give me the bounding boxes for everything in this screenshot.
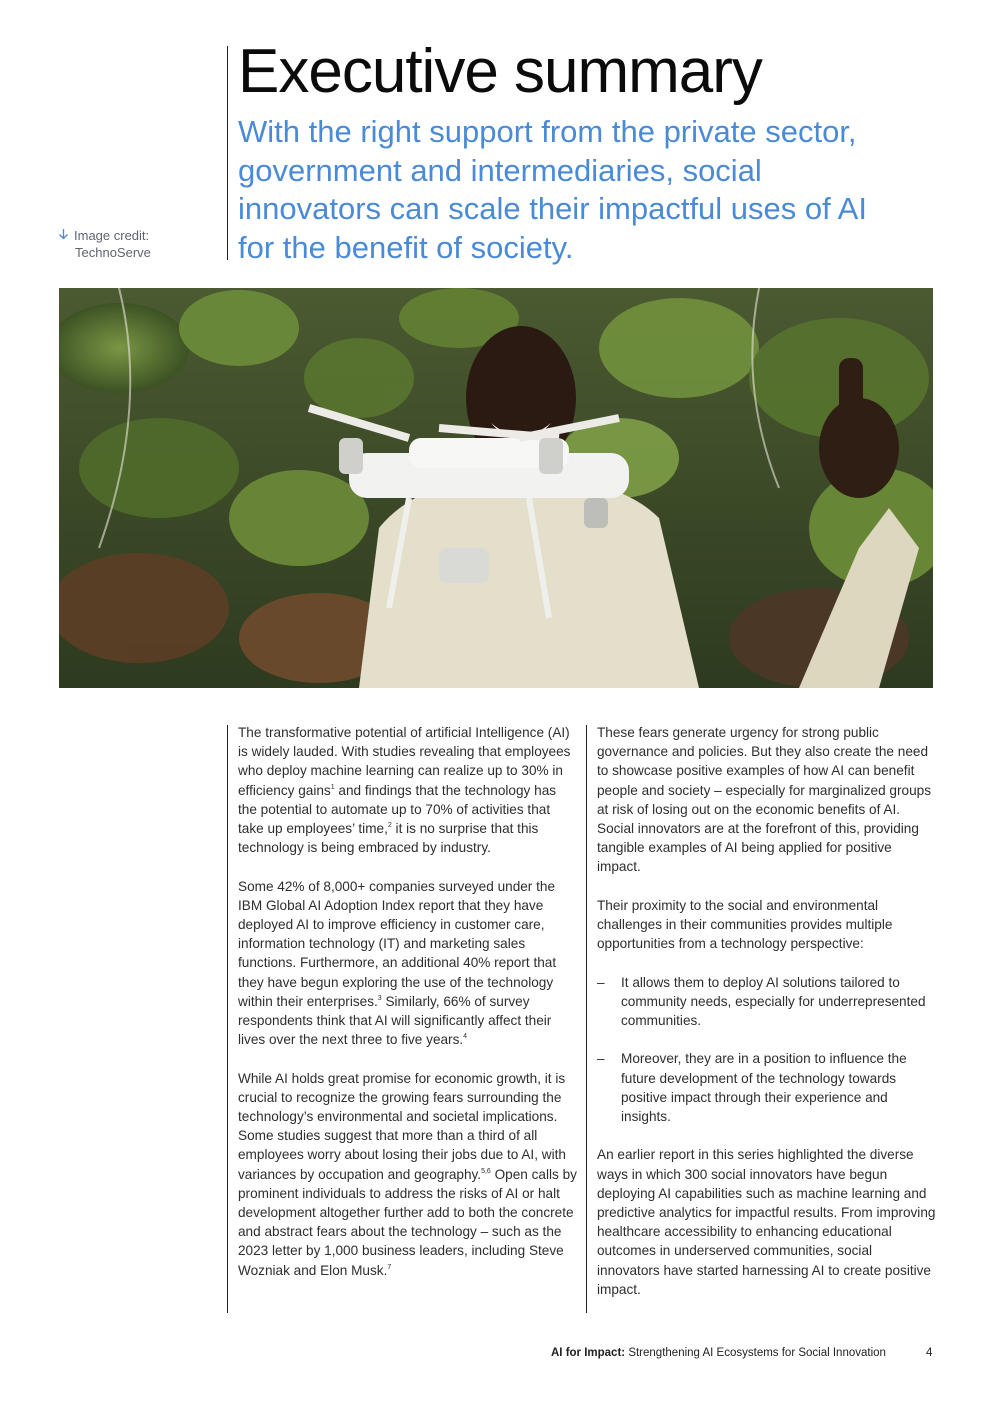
footer-report-title [551,1347,886,1359]
paragraph-text: Open calls by prominent individuals to address the risks of AI or halt development altogether further add to both the concrete and abstract fears about the technology – such as the 2023 letter by 1,000 business leaders, including Steve Wozniak and Elon Musk. [238,1166,577,1278]
page-subtitle: With the right support from the private sector, government and intermediaries, social innovators can scale their impactful uses of AI for the benefit of society. [238,114,867,265]
paragraph: Their proximity to the social and environmental challenges in their communities provides multiple opportunities from a technology perspective: [597,897,893,952]
image-credit [58,227,151,261]
footnote-ref: 2 [387,822,392,830]
paragraph: An earlier report in this series highlighted the diverse ways in which 300 social innovators have begun deploying AI capabilities such as machine learning and predictive analytics for impactful results. From improving healthcare accessibility to enhancing educational outcomes in underserved communities, social innovators have started harnessing AI to create positive impact. [597,1147,936,1297]
body-column-1 [238,723,578,1299]
paragraph [238,1069,578,1280]
list-item-text: It allows them to deploy AI solutions tailored to community needs, especially for underrepresented communities. [621,974,926,1029]
footnote-ref: 4 [463,1033,468,1041]
footnote-ref: 5,6 [481,1167,491,1175]
paragraph-text: Similarly, 66% of survey respondents think that AI will significantly affect their lives over the next three to five years. [238,993,552,1048]
bullet-list [597,973,937,1127]
paragraph [238,723,578,857]
paragraph-text: it is no surprise that this technology is being embraced by industry. [238,821,539,856]
paragraph: These fears generate urgency for strong public governance and policies. But they also create the need to showcase positive examples of how AI can benefit people and society – especially for marginalized groups at risk of losing out on the economic benefits of AI. Social innovators are at the forefront of this, providing tangible examples of AI being applied for positive impact. [597,725,931,875]
list-item-text: Moreover, they are in a position to influence the future development of the technology towards positive impact through their experience and insights. [621,1051,907,1125]
paragraph-text: and findings that the technology has the potential to automate up to 70% of activities that take up employees’ time, [238,782,557,837]
image-credit-source: TechnoServe [75,245,151,260]
image-credit-label: Image credit: [74,228,150,243]
footnote-ref: 3 [377,994,382,1002]
paragraph-text: The transformative potential of artificial Intelligence (AI) is widely lauded. With studies revealing that employees who deploy machine learning can realize up to 30% in efficiency gains [238,725,571,798]
column-divider-left [227,725,228,1313]
paragraph-text: While AI holds great promise for economic growth, it is crucial to recognize the growing fears surrounding the technology’s environmental and societal implications. Some studies suggest that more than a third of all employees worry about losing their jobs due to AI, with variances by occupation and geography. [238,1070,566,1182]
dash-marker: – [597,1051,605,1067]
footer-series: AI for Impact: [551,1347,626,1359]
title-divider [227,46,228,260]
footer-report-name: Strengthening AI Ecosystems for Social Innovation [625,1347,886,1359]
footnote-ref: 7 [387,1263,392,1271]
column-divider-right [586,725,587,1313]
body-column-2 [597,723,937,1318]
arrow-down-icon [58,227,74,244]
paragraph-text: Some 42% of 8,000+ companies surveyed under the IBM Global AI Adoption Index report that they have deployed AI to improve efficiency in customer care, information technology (IT) and marketing sales functions. Furthermore, an additional 40% report that they have begun exploring the use of the technology within their enterprises. [238,878,557,1009]
page-title: Executive summary [238,37,762,106]
footnote-ref: 1 [330,783,335,791]
list-item [597,1049,937,1126]
paragraph [238,877,578,1050]
page-number: 4 [926,1347,933,1359]
hero-photo [59,288,933,688]
man-holding-drone-photo [59,288,933,688]
list-item [597,973,937,1031]
dash-marker: – [597,974,605,990]
